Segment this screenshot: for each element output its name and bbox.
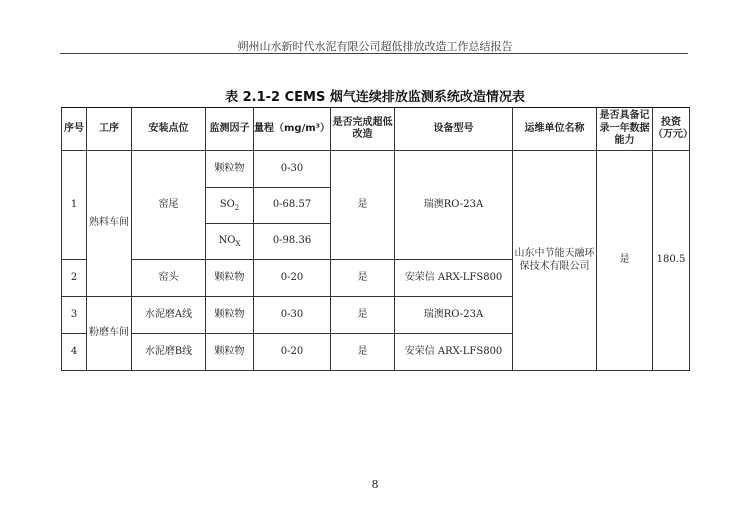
cell-seq: 1 [62, 151, 87, 260]
col-header-operator: 运维单位名称 [513, 108, 597, 151]
cell-range: 0-68.57 [254, 188, 331, 224]
col-header-model: 设备型号 [395, 108, 513, 151]
col-header-record: 是否具备记录一年数据能力 [597, 108, 653, 151]
cems-table [61, 107, 693, 371]
cell-model: 安荣信 ARX-LFS800 [395, 260, 513, 297]
table-header-row [62, 108, 690, 151]
table-row [62, 151, 690, 188]
col-header-location: 安装点位 [132, 108, 206, 151]
page-number: 8 [371, 478, 379, 491]
factor-main: SO [219, 198, 235, 210]
cell-invest: 180.5 [653, 151, 690, 371]
cell-process: 熟料车间 [87, 151, 132, 297]
cell-retrofit: 是 [331, 297, 395, 334]
table-caption: 表 2.1-2 CEMS 烟气连续排放监测系统改造情况表 [225, 90, 525, 105]
col-header-retrofit: 是否完成超低改造 [331, 108, 395, 151]
cell-factor-so2 [206, 188, 254, 224]
cell-factor: 颗粒物 [206, 334, 254, 371]
cell-model: 瑞澳RO-23A [395, 297, 513, 334]
cell-range: 0-20 [254, 334, 331, 371]
factor-sub: X [235, 239, 241, 248]
cell-seq: 2 [62, 260, 87, 297]
cell-factor-nox [206, 224, 254, 260]
header-rule [60, 53, 688, 54]
cell-range: 0-30 [254, 297, 331, 334]
cell-range: 0-98.36 [254, 224, 331, 260]
running-header: 朔州山水新时代水泥有限公司超低排放改造工作总结报告 [237, 40, 513, 53]
cell-location: 窑尾 [132, 151, 206, 260]
col-header-seq: 序号 [62, 108, 87, 151]
col-header-factor: 监测因子 [206, 108, 254, 151]
col-header-range: 量程（mg/m³） [254, 108, 331, 151]
factor-main: NO [218, 234, 236, 246]
cell-record: 是 [597, 151, 653, 371]
cell-factor: 颗粒物 [206, 151, 254, 188]
cell-seq: 4 [62, 334, 87, 371]
cell-process: 粉磨车间 [87, 297, 132, 371]
col-header-invest: 投资（万元） [653, 108, 690, 151]
cell-range: 0-20 [254, 260, 331, 297]
cell-model: 瑞澳RO-23A [395, 151, 513, 260]
cell-location: 水泥磨A线 [132, 297, 206, 334]
cell-seq: 3 [62, 297, 87, 334]
cell-factor: 颗粒物 [206, 260, 254, 297]
factor-sub: 2 [234, 203, 240, 212]
cell-retrofit: 是 [331, 260, 395, 297]
cell-operator: 山东中节能天融环保技术有限公司 [513, 151, 597, 371]
cell-location: 水泥磨B线 [132, 334, 206, 371]
cell-model: 安荣信 ARX-LFS800 [395, 334, 513, 371]
cell-factor: 颗粒物 [206, 297, 254, 334]
cell-range: 0-30 [254, 151, 331, 188]
cell-location: 窑头 [132, 260, 206, 297]
cell-retrofit: 是 [331, 151, 395, 260]
col-header-process: 工序 [87, 108, 132, 151]
cell-retrofit: 是 [331, 334, 395, 371]
